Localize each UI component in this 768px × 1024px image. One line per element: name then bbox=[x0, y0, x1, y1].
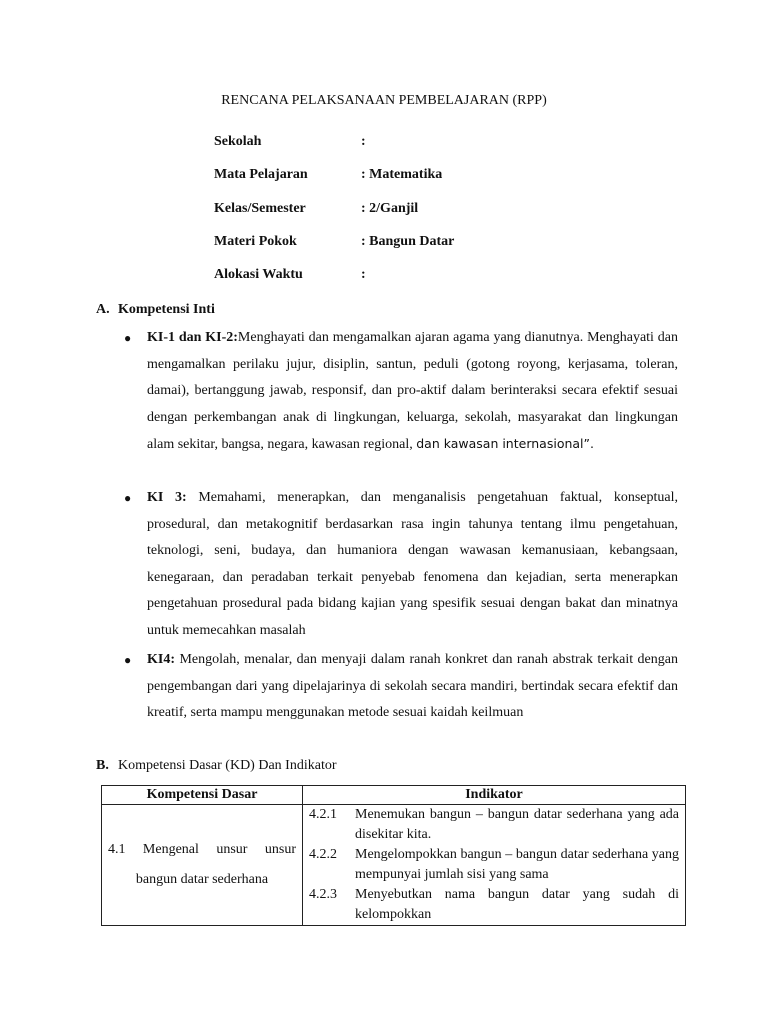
indicator-number: 4.2.1 bbox=[309, 807, 337, 822]
identity-value: : 2/Ganjil bbox=[361, 201, 419, 216]
identity-label: Mata Pelajaran bbox=[214, 167, 308, 182]
ki-list-item-1 bbox=[124, 325, 678, 459]
kd-text-line-1: 4.1 Mengenal unsur unsur bbox=[108, 842, 296, 857]
indicator-item bbox=[309, 845, 679, 885]
bullet-icon: ● bbox=[124, 491, 132, 505]
ki-key: KI 3: bbox=[147, 490, 187, 505]
table-header-row bbox=[102, 786, 686, 805]
section-title: Kompetensi Inti bbox=[118, 302, 215, 317]
section-letter: A. bbox=[96, 302, 110, 317]
indicator-number: 4.2.2 bbox=[309, 847, 337, 862]
kd-indicator-table bbox=[101, 785, 686, 926]
bullet-icon: ● bbox=[124, 653, 132, 667]
ki-text: Memahami, menerapkan, dan menganalisis pengetahuan faktual, konseptual, prosedural, dan metakognitif berdasarkan rasa ingin tahunya tentang ilmu pengetahuan, teknologi, seni, budaya, dan humaniora dengan wawasan kemanusiaan, kebangsaan, kenegaraan, dan peradaban terkait penyebab fenomena dan kejadian, serta menerapkan pengetahuan prosedural pada bidang kajian yang spesifik sesuai dengan bakat dan minatnya untuk memecahkan masalah bbox=[147, 490, 678, 638]
list-item bbox=[124, 325, 678, 459]
section-b-heading bbox=[96, 758, 337, 774]
ki-text: Menghayati dan mengamalkan ajaran agama yang dianutnya. Menghayati dan mengamalkan perilaku jujur, disiplin, santun, peduli (gotong royong, kerjasama, toleran, damai), bertanggung jawab, responsif, dan pro-aktif dalam berinteraksi secara efektif sesuai dengan perkembangan anak di lingkungan, keluarga, sekolah, masyarakat dan lingkungan alam sekitar, bangsa, negara, kawasan regional, bbox=[147, 330, 678, 452]
indicator-cell bbox=[303, 805, 686, 926]
identity-label: Materi Pokok bbox=[214, 234, 297, 249]
identity-value: : Bangun Datar bbox=[361, 234, 455, 249]
section-a-heading bbox=[96, 302, 215, 318]
indicator-text: Menyebutkan nama bangun datar yang sudah di kelompokkan bbox=[355, 887, 679, 922]
identity-label: Sekolah bbox=[214, 134, 262, 149]
document-title: RENCANA PELAKSANAAN PEMBELAJARAN (RPP) bbox=[221, 93, 547, 108]
kd-text-line-2: bangun datar sederhana bbox=[135, 872, 269, 887]
ki-list-item-3 bbox=[124, 647, 678, 727]
table-header-kd: Kompetensi Dasar bbox=[102, 786, 303, 805]
indicator-text: Menemukan bangun – bangun datar sederhana yang ada disekitar kita. bbox=[355, 807, 679, 842]
kd-cell bbox=[102, 805, 303, 926]
identity-label: Alokasi Waktu bbox=[214, 267, 303, 282]
indicator-text: Mengelompokkan bangun – bangun datar sederhana yang mempunyai jumlah sisi yang sama bbox=[355, 847, 679, 882]
table-row bbox=[102, 805, 686, 926]
ki-text-closing: dan kawasan internasional”. bbox=[416, 436, 594, 451]
indicator-item bbox=[309, 805, 679, 845]
section-letter: B. bbox=[96, 758, 109, 773]
ki-text: Mengolah, menalar, dan menyaji dalam ranah konkret dan ranah abstrak terkait dengan pengembangan dari yang dipelajarinya di sekolah secara mandiri, bertindak secara efektif dan kreatif, serta mampu menggunakan metode sesuai kaidah keilmuan bbox=[147, 652, 678, 720]
section-title: Kompetensi Dasar (KD) Dan Indikator bbox=[118, 758, 337, 773]
ki-key: KI-1 dan KI-2: bbox=[147, 330, 238, 345]
identity-value: : bbox=[361, 267, 366, 282]
bullet-icon: ● bbox=[124, 331, 132, 345]
list-item bbox=[124, 647, 678, 727]
ki-key: KI4: bbox=[147, 652, 175, 667]
indicator-number: 4.2.3 bbox=[309, 887, 337, 902]
identity-value: : bbox=[361, 134, 366, 149]
indicator-item bbox=[309, 885, 679, 925]
list-item bbox=[124, 485, 678, 644]
identity-label: Kelas/Semester bbox=[214, 201, 306, 216]
table-header-indikator: Indikator bbox=[303, 786, 686, 805]
ki-list-item-2 bbox=[124, 485, 678, 644]
identity-value: : Matematika bbox=[361, 167, 443, 182]
